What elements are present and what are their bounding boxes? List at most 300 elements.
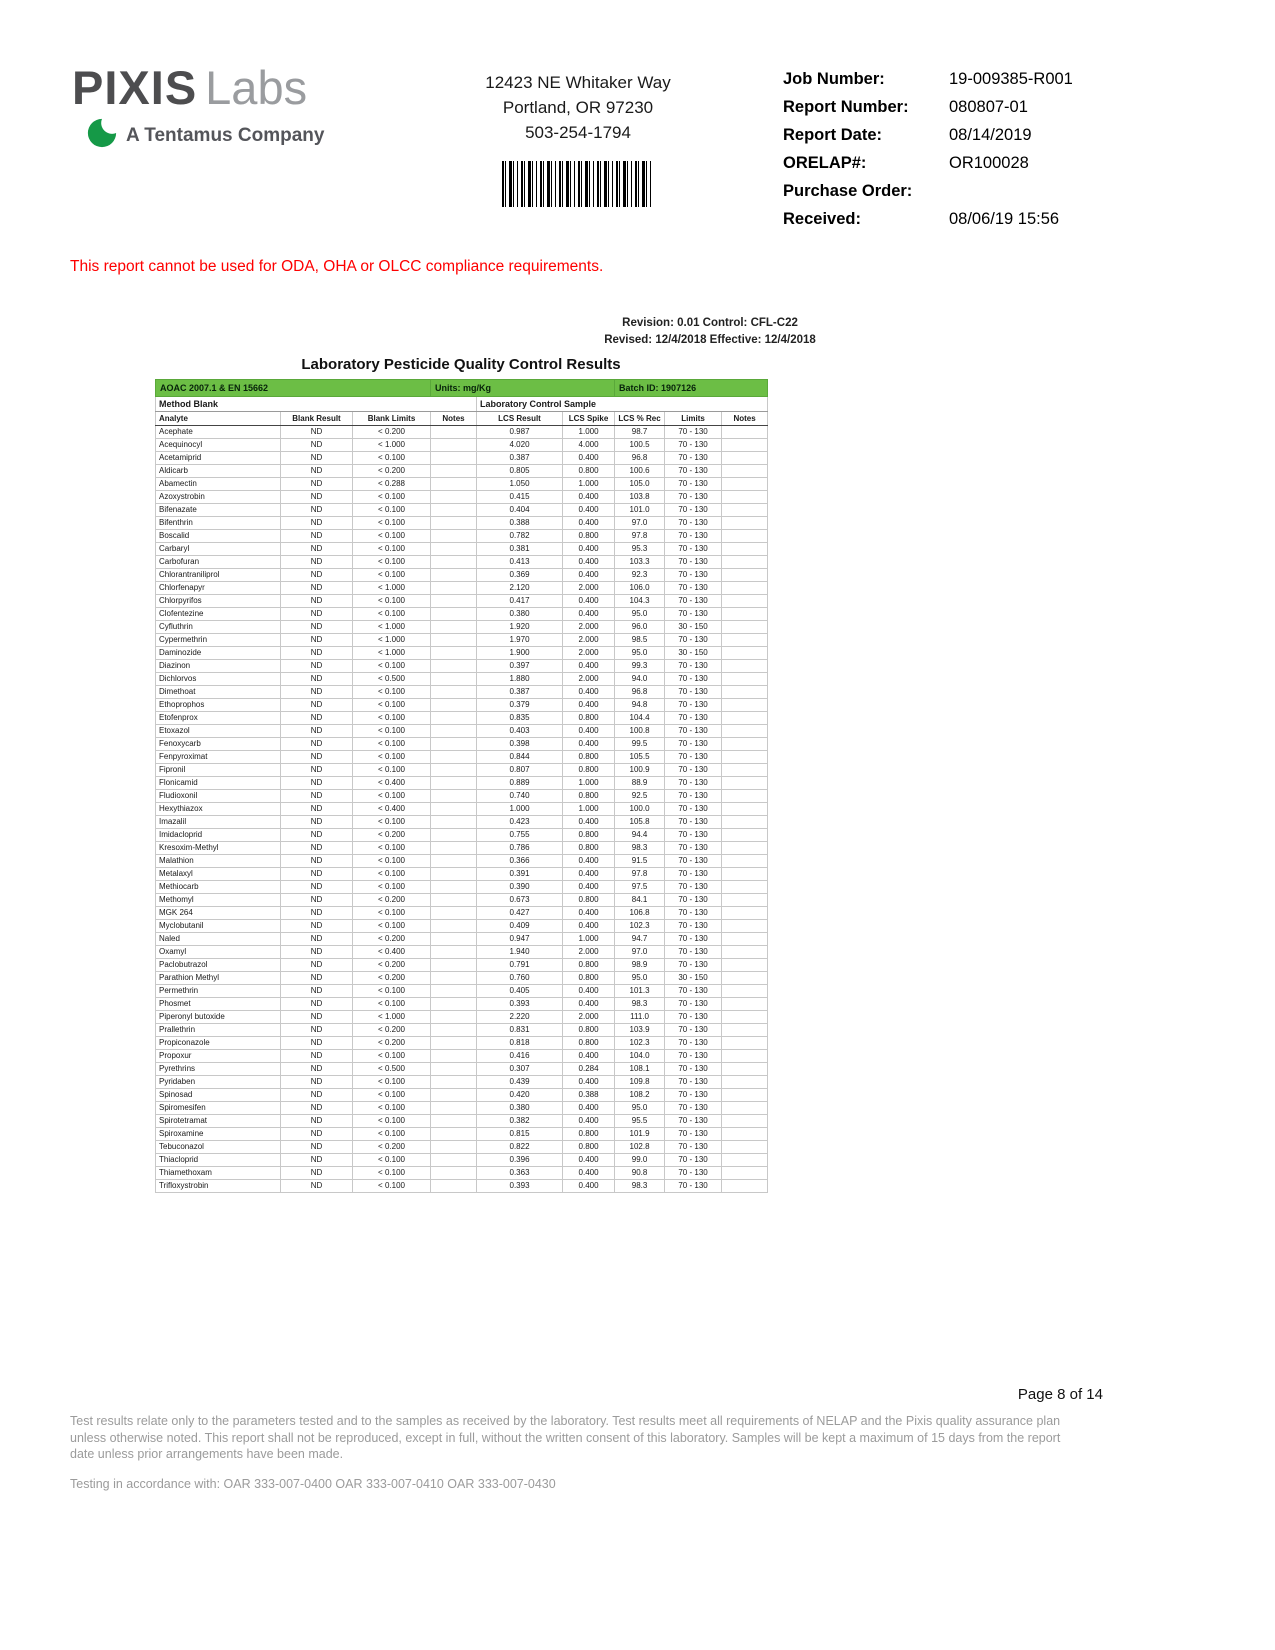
cell bbox=[722, 1024, 768, 1037]
cell: 0.400 bbox=[563, 686, 615, 699]
cell: < 0.100 bbox=[353, 569, 431, 582]
cell: 0.987 bbox=[477, 426, 563, 439]
barcode bbox=[502, 161, 654, 207]
cell: < 0.100 bbox=[353, 712, 431, 725]
units-label: Units: mg/Kg bbox=[431, 380, 615, 397]
cell bbox=[431, 894, 477, 907]
method-reference: AOAC 2007.1 & EN 15662 bbox=[156, 380, 431, 397]
cell: < 0.100 bbox=[353, 751, 431, 764]
cell bbox=[722, 855, 768, 868]
table-row bbox=[156, 972, 768, 985]
table-row bbox=[156, 764, 768, 777]
cell: 104.3 bbox=[615, 595, 665, 608]
cell bbox=[431, 933, 477, 946]
cell: 0.400 bbox=[563, 985, 615, 998]
cell bbox=[431, 842, 477, 855]
table-row bbox=[156, 829, 768, 842]
cell: < 0.200 bbox=[353, 1024, 431, 1037]
cell bbox=[722, 439, 768, 452]
cell: ND bbox=[281, 725, 353, 738]
report-number-label: Report Number: bbox=[783, 98, 909, 116]
table-row bbox=[156, 1089, 768, 1102]
cell: < 0.100 bbox=[353, 998, 431, 1011]
cell: 70 - 130 bbox=[665, 439, 722, 452]
table-row bbox=[156, 699, 768, 712]
table-row bbox=[156, 621, 768, 634]
cell: < 0.100 bbox=[353, 1050, 431, 1063]
cell: 0.400 bbox=[563, 1154, 615, 1167]
table-title: Laboratory Pesticide Quality Control Results bbox=[301, 356, 621, 373]
cell: 70 - 130 bbox=[665, 1115, 722, 1128]
cell bbox=[431, 764, 477, 777]
cell bbox=[431, 673, 477, 686]
cell: Fludioxonil bbox=[156, 790, 281, 803]
cell: 70 - 130 bbox=[665, 881, 722, 894]
cell: 70 - 130 bbox=[665, 660, 722, 673]
cell bbox=[431, 946, 477, 959]
cell: 97.0 bbox=[615, 517, 665, 530]
table-row bbox=[156, 738, 768, 751]
cell: < 0.100 bbox=[353, 1076, 431, 1089]
cell: Pyridaben bbox=[156, 1076, 281, 1089]
cell: Carbofuran bbox=[156, 556, 281, 569]
cell: 0.400 bbox=[563, 920, 615, 933]
report-number-value: 080807-01 bbox=[949, 98, 1028, 116]
cell: < 0.400 bbox=[353, 777, 431, 790]
cell: 0.369 bbox=[477, 569, 563, 582]
table-row bbox=[156, 1102, 768, 1115]
cell: 70 - 130 bbox=[665, 556, 722, 569]
cell: 0.400 bbox=[563, 699, 615, 712]
cell: ND bbox=[281, 907, 353, 920]
cell bbox=[431, 712, 477, 725]
cell: 99.3 bbox=[615, 660, 665, 673]
cell bbox=[431, 426, 477, 439]
table-row bbox=[156, 1063, 768, 1076]
cell bbox=[722, 738, 768, 751]
revision-line2: Revised: 12/4/2018 Effective: 12/4/2018 bbox=[604, 334, 816, 346]
cell bbox=[431, 803, 477, 816]
cell: 0.800 bbox=[563, 842, 615, 855]
cell bbox=[722, 868, 768, 881]
table-row bbox=[156, 452, 768, 465]
cell: < 0.200 bbox=[353, 1141, 431, 1154]
col-lcs-spike: LCS Spike bbox=[563, 412, 615, 426]
cell: 96.8 bbox=[615, 686, 665, 699]
cell: < 0.100 bbox=[353, 1128, 431, 1141]
cell: 70 - 130 bbox=[665, 920, 722, 933]
cell bbox=[431, 634, 477, 647]
cell: 100.9 bbox=[615, 764, 665, 777]
cell bbox=[722, 426, 768, 439]
cell: 100.6 bbox=[615, 465, 665, 478]
cell: 70 - 130 bbox=[665, 738, 722, 751]
table-row bbox=[156, 946, 768, 959]
cell: 97.5 bbox=[615, 881, 665, 894]
cell: ND bbox=[281, 1141, 353, 1154]
cell bbox=[722, 1167, 768, 1180]
cell: 111.0 bbox=[615, 1011, 665, 1024]
cell bbox=[722, 504, 768, 517]
cell: < 0.100 bbox=[353, 725, 431, 738]
cell: ND bbox=[281, 894, 353, 907]
cell bbox=[722, 621, 768, 634]
cell bbox=[722, 920, 768, 933]
cell: < 0.200 bbox=[353, 829, 431, 842]
cell: 2.000 bbox=[563, 1011, 615, 1024]
received-value: 08/06/19 15:56 bbox=[949, 210, 1060, 228]
cell: ND bbox=[281, 569, 353, 582]
cell bbox=[722, 1089, 768, 1102]
cell: ND bbox=[281, 1089, 353, 1102]
cell: ND bbox=[281, 439, 353, 452]
cell bbox=[431, 530, 477, 543]
cell: 1.000 bbox=[563, 777, 615, 790]
cell: 98.3 bbox=[615, 998, 665, 1011]
cell: ND bbox=[281, 1024, 353, 1037]
cell: ND bbox=[281, 1128, 353, 1141]
cell: 100.0 bbox=[615, 803, 665, 816]
cell: 2.000 bbox=[563, 582, 615, 595]
cell bbox=[431, 478, 477, 491]
cell: < 0.288 bbox=[353, 478, 431, 491]
cell: < 0.100 bbox=[353, 504, 431, 517]
cell: 1.000 bbox=[477, 803, 563, 816]
cell bbox=[431, 907, 477, 920]
cell bbox=[431, 972, 477, 985]
cell: 1.000 bbox=[563, 478, 615, 491]
cell: Hexythiazox bbox=[156, 803, 281, 816]
cell: ND bbox=[281, 946, 353, 959]
cell: 70 - 130 bbox=[665, 673, 722, 686]
table-row bbox=[156, 1154, 768, 1167]
cell: Oxamyl bbox=[156, 946, 281, 959]
cell: 0.400 bbox=[563, 1115, 615, 1128]
cell: Paclobutrazol bbox=[156, 959, 281, 972]
address-line1: 12423 NE Whitaker Way bbox=[485, 73, 671, 92]
cell: Trifloxystrobin bbox=[156, 1180, 281, 1193]
report-number-row bbox=[783, 98, 1213, 117]
table-row bbox=[156, 907, 768, 920]
cell: 30 - 150 bbox=[665, 647, 722, 660]
cell: < 0.200 bbox=[353, 959, 431, 972]
cell bbox=[431, 751, 477, 764]
cell: Bifenthrin bbox=[156, 517, 281, 530]
cell bbox=[431, 1102, 477, 1115]
cell bbox=[722, 582, 768, 595]
cell: 70 - 130 bbox=[665, 829, 722, 842]
cell: Abamectin bbox=[156, 478, 281, 491]
cell: 70 - 130 bbox=[665, 1011, 722, 1024]
cell: ND bbox=[281, 868, 353, 881]
cell bbox=[722, 556, 768, 569]
cell: 0.400 bbox=[563, 595, 615, 608]
cell: 103.3 bbox=[615, 556, 665, 569]
cell: ND bbox=[281, 842, 353, 855]
cell: Kresoxim-Methyl bbox=[156, 842, 281, 855]
cell: ND bbox=[281, 634, 353, 647]
cell: 2.000 bbox=[563, 634, 615, 647]
cell: ND bbox=[281, 816, 353, 829]
cell: 1.920 bbox=[477, 621, 563, 634]
purchase-order-row bbox=[783, 182, 1213, 201]
cell: < 0.200 bbox=[353, 1037, 431, 1050]
cell: 0.786 bbox=[477, 842, 563, 855]
cell: Thiamethoxam bbox=[156, 1167, 281, 1180]
cell: 4.020 bbox=[477, 439, 563, 452]
cell: 102.3 bbox=[615, 920, 665, 933]
cell: ND bbox=[281, 738, 353, 751]
cell bbox=[722, 1141, 768, 1154]
cell bbox=[722, 1050, 768, 1063]
cell bbox=[722, 647, 768, 660]
cell: 70 - 130 bbox=[665, 842, 722, 855]
table-group-header bbox=[156, 397, 768, 412]
cell: Metalaxyl bbox=[156, 868, 281, 881]
cell bbox=[431, 790, 477, 803]
col-lcs-rec: LCS % Rec bbox=[615, 412, 665, 426]
cell: 104.0 bbox=[615, 1050, 665, 1063]
table-row bbox=[156, 673, 768, 686]
cell bbox=[722, 452, 768, 465]
cell: 70 - 130 bbox=[665, 530, 722, 543]
table-row bbox=[156, 465, 768, 478]
cell: 95.0 bbox=[615, 647, 665, 660]
logo-pixis-text: PIXIS bbox=[72, 61, 198, 114]
cell bbox=[722, 1063, 768, 1076]
cell: 0.831 bbox=[477, 1024, 563, 1037]
cell: 0.800 bbox=[563, 972, 615, 985]
cell bbox=[722, 998, 768, 1011]
cell bbox=[431, 1154, 477, 1167]
cell bbox=[431, 1141, 477, 1154]
cell: < 0.100 bbox=[353, 556, 431, 569]
cell bbox=[431, 1024, 477, 1037]
cell: < 1.000 bbox=[353, 621, 431, 634]
cell: 99.0 bbox=[615, 1154, 665, 1167]
cell bbox=[431, 1180, 477, 1193]
cell: 70 - 130 bbox=[665, 426, 722, 439]
cell: 91.5 bbox=[615, 855, 665, 868]
cell: 103.8 bbox=[615, 491, 665, 504]
cell: 70 - 130 bbox=[665, 1154, 722, 1167]
cell: 102.3 bbox=[615, 1037, 665, 1050]
cell: 0.807 bbox=[477, 764, 563, 777]
cell: Cyfluthrin bbox=[156, 621, 281, 634]
cell bbox=[431, 829, 477, 842]
cell: 70 - 130 bbox=[665, 959, 722, 972]
cell: Clofentezine bbox=[156, 608, 281, 621]
cell: ND bbox=[281, 699, 353, 712]
cell: 0.417 bbox=[477, 595, 563, 608]
cell: 0.379 bbox=[477, 699, 563, 712]
cell: 95.0 bbox=[615, 972, 665, 985]
cell: 70 - 130 bbox=[665, 1089, 722, 1102]
cell: 90.8 bbox=[615, 1167, 665, 1180]
cell: ND bbox=[281, 1154, 353, 1167]
logo-labs-text: Labs bbox=[205, 61, 308, 114]
cell: 0.947 bbox=[477, 933, 563, 946]
cell: Malathion bbox=[156, 855, 281, 868]
cell: 95.5 bbox=[615, 1115, 665, 1128]
cell: ND bbox=[281, 621, 353, 634]
cell: 0.387 bbox=[477, 452, 563, 465]
cell: 2.120 bbox=[477, 582, 563, 595]
cell bbox=[431, 504, 477, 517]
cell: 70 - 130 bbox=[665, 985, 722, 998]
cell: 0.380 bbox=[477, 1102, 563, 1115]
cell: 102.8 bbox=[615, 1141, 665, 1154]
cell: 1.000 bbox=[563, 803, 615, 816]
job-number-row bbox=[783, 70, 1213, 89]
cell: Permethrin bbox=[156, 985, 281, 998]
cell: ND bbox=[281, 764, 353, 777]
cell bbox=[431, 985, 477, 998]
cell: < 0.100 bbox=[353, 686, 431, 699]
table-row bbox=[156, 881, 768, 894]
cell: 0.400 bbox=[563, 452, 615, 465]
table-row bbox=[156, 1024, 768, 1037]
job-number-label: Job Number: bbox=[783, 70, 885, 88]
cell: 96.0 bbox=[615, 621, 665, 634]
table-row bbox=[156, 556, 768, 569]
cell: 70 - 130 bbox=[665, 803, 722, 816]
cell: 70 - 130 bbox=[665, 1128, 722, 1141]
cell bbox=[722, 530, 768, 543]
table-row bbox=[156, 569, 768, 582]
cell: ND bbox=[281, 465, 353, 478]
cell bbox=[722, 816, 768, 829]
cell bbox=[722, 569, 768, 582]
cell: 70 - 130 bbox=[665, 582, 722, 595]
cell bbox=[431, 608, 477, 621]
table-row bbox=[156, 712, 768, 725]
cell bbox=[431, 1115, 477, 1128]
cell: 98.5 bbox=[615, 634, 665, 647]
page-number: Page 8 of 14 bbox=[1017, 1386, 1103, 1403]
cell: Ethoprophos bbox=[156, 699, 281, 712]
cell bbox=[431, 491, 477, 504]
cell: 0.889 bbox=[477, 777, 563, 790]
cell bbox=[722, 634, 768, 647]
job-number-value: 19-009385-R001 bbox=[949, 70, 1073, 88]
cell: 98.9 bbox=[615, 959, 665, 972]
table-row bbox=[156, 530, 768, 543]
cell: < 0.100 bbox=[353, 1180, 431, 1193]
col-blank-limits: Blank Limits bbox=[353, 412, 431, 426]
cell: 0.307 bbox=[477, 1063, 563, 1076]
cell: ND bbox=[281, 647, 353, 660]
cell: < 0.500 bbox=[353, 1063, 431, 1076]
cell: 0.400 bbox=[563, 556, 615, 569]
cell: 100.5 bbox=[615, 439, 665, 452]
cell: 108.1 bbox=[615, 1063, 665, 1076]
cell: 0.380 bbox=[477, 608, 563, 621]
cell bbox=[431, 1128, 477, 1141]
cell bbox=[722, 764, 768, 777]
cell bbox=[431, 1011, 477, 1024]
cell: 94.8 bbox=[615, 699, 665, 712]
cell: < 0.100 bbox=[353, 1102, 431, 1115]
cell: 2.000 bbox=[563, 673, 615, 686]
cell: 0.800 bbox=[563, 1141, 615, 1154]
cell: 70 - 130 bbox=[665, 1141, 722, 1154]
cell: 0.800 bbox=[563, 465, 615, 478]
table-row bbox=[156, 608, 768, 621]
table-row bbox=[156, 686, 768, 699]
table-row bbox=[156, 504, 768, 517]
cell: < 0.100 bbox=[353, 907, 431, 920]
revision-line1: Revision: 0.01 Control: CFL-C22 bbox=[622, 317, 798, 329]
cell: 1.880 bbox=[477, 673, 563, 686]
cell: 2.000 bbox=[563, 621, 615, 634]
cell: 70 - 130 bbox=[665, 816, 722, 829]
cell bbox=[722, 517, 768, 530]
cell: ND bbox=[281, 556, 353, 569]
table-row bbox=[156, 517, 768, 530]
cell: ND bbox=[281, 1063, 353, 1076]
cell: 94.4 bbox=[615, 829, 665, 842]
cell bbox=[722, 790, 768, 803]
cell: ND bbox=[281, 582, 353, 595]
table-row bbox=[156, 816, 768, 829]
table-row bbox=[156, 660, 768, 673]
cell: ND bbox=[281, 491, 353, 504]
cell bbox=[431, 1050, 477, 1063]
cell: 1.900 bbox=[477, 647, 563, 660]
cell bbox=[722, 686, 768, 699]
cell: 0.400 bbox=[563, 907, 615, 920]
cell: ND bbox=[281, 1050, 353, 1063]
orelap-row bbox=[783, 154, 1213, 173]
cell: ND bbox=[281, 777, 353, 790]
cell bbox=[431, 855, 477, 868]
cell: 70 - 130 bbox=[665, 907, 722, 920]
cell: 70 - 130 bbox=[665, 855, 722, 868]
cell: 101.9 bbox=[615, 1128, 665, 1141]
cell bbox=[431, 660, 477, 673]
cell: 0.400 bbox=[563, 998, 615, 1011]
cell: Naled bbox=[156, 933, 281, 946]
cell bbox=[431, 998, 477, 1011]
table-green-header bbox=[156, 380, 768, 397]
cell: ND bbox=[281, 1037, 353, 1050]
cell bbox=[722, 608, 768, 621]
cell: < 0.200 bbox=[353, 972, 431, 985]
cell: 70 - 130 bbox=[665, 1180, 722, 1193]
table-row bbox=[156, 777, 768, 790]
cell bbox=[722, 751, 768, 764]
cell: 70 - 130 bbox=[665, 725, 722, 738]
cell bbox=[431, 881, 477, 894]
logo-wordmark bbox=[72, 60, 324, 115]
cell: 70 - 130 bbox=[665, 1076, 722, 1089]
lab-address bbox=[418, 70, 738, 207]
cell bbox=[431, 777, 477, 790]
cell: ND bbox=[281, 881, 353, 894]
cell: MGK 264 bbox=[156, 907, 281, 920]
cell: Propiconazole bbox=[156, 1037, 281, 1050]
cell bbox=[431, 699, 477, 712]
cell: 2.000 bbox=[563, 946, 615, 959]
cell: Acequinocyl bbox=[156, 439, 281, 452]
cell: 70 - 130 bbox=[665, 933, 722, 946]
cell: 0.398 bbox=[477, 738, 563, 751]
cell: 0.673 bbox=[477, 894, 563, 907]
cell: ND bbox=[281, 920, 353, 933]
cell: < 0.100 bbox=[353, 530, 431, 543]
cell: ND bbox=[281, 712, 353, 725]
